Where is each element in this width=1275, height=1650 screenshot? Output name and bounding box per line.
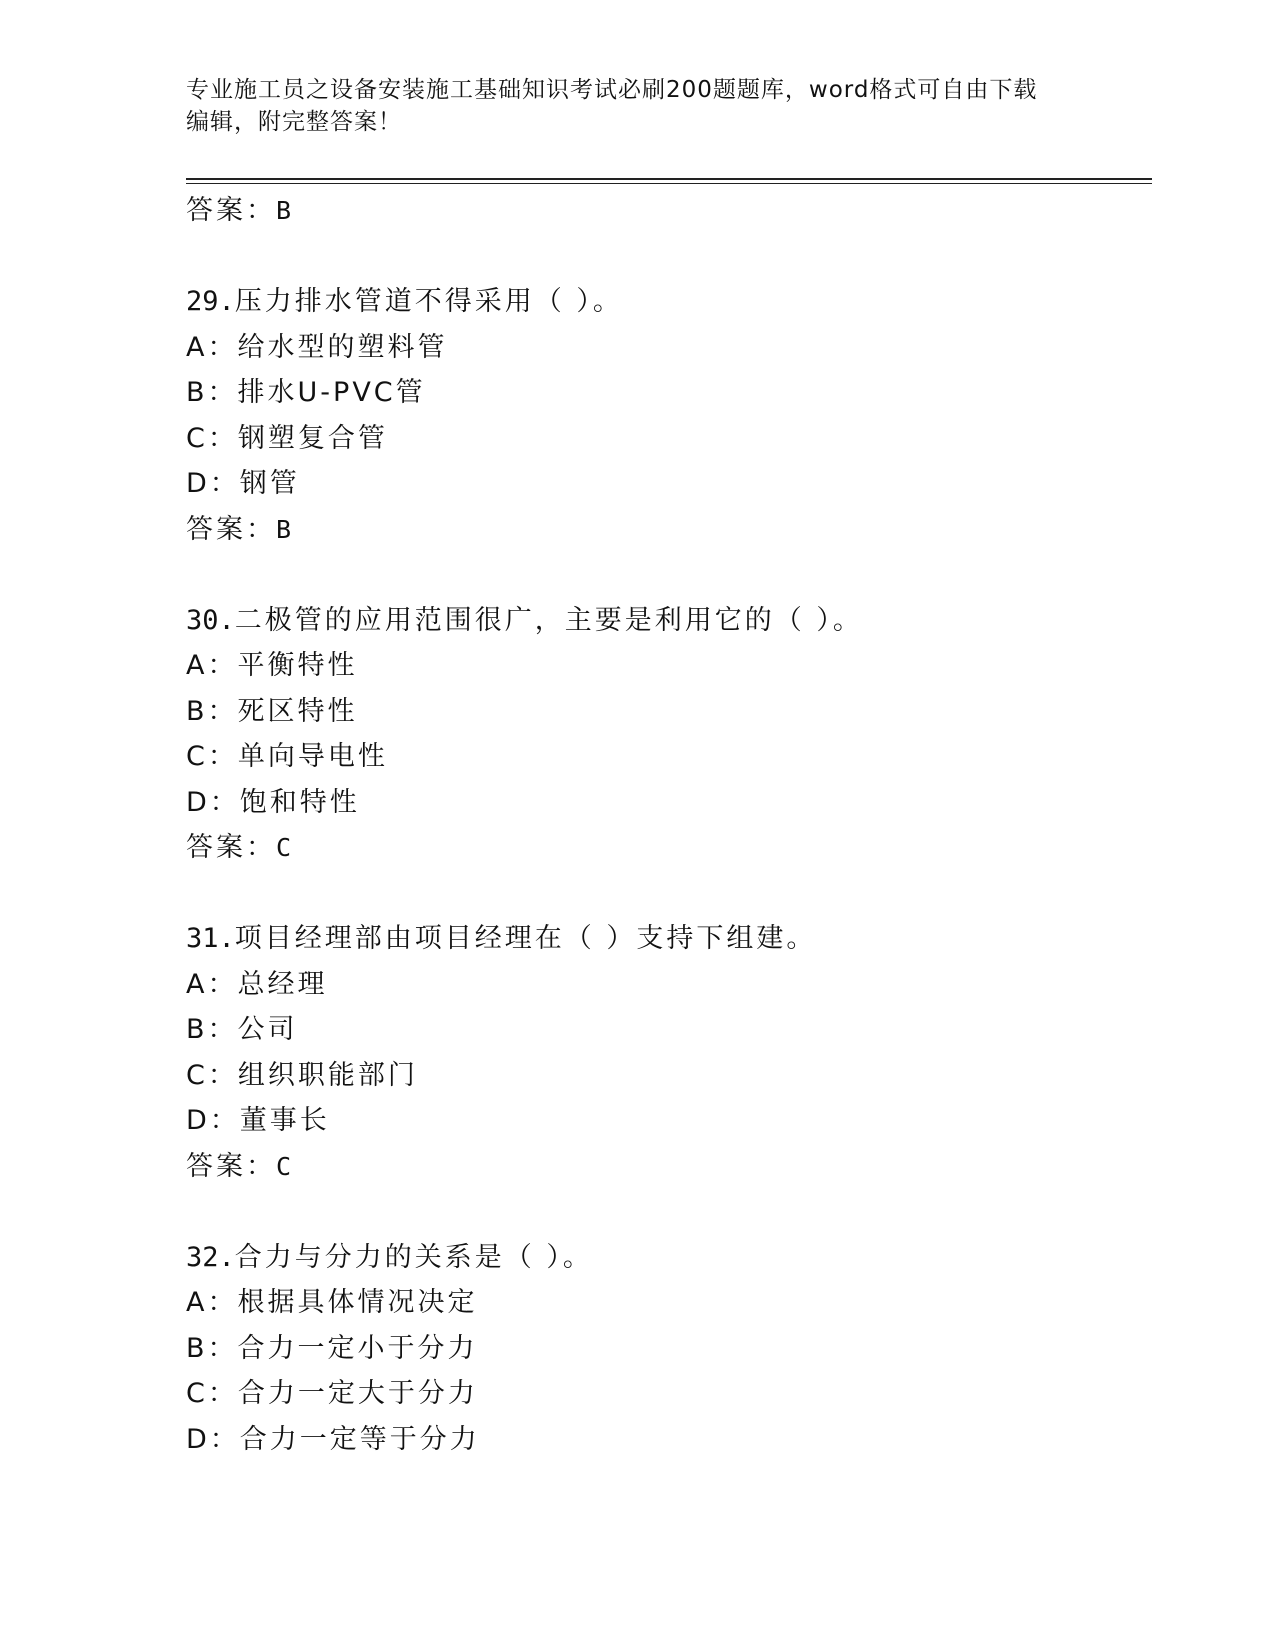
- answer-label: 答案：: [186, 513, 276, 545]
- option-key: C：: [186, 422, 238, 454]
- header-divider-thin: [186, 183, 1152, 184]
- option-text: 根据具体情况决定: [237, 1287, 478, 1318]
- header-title-line-1: 专业施工员之设备安装施工基础知识考试必刷200题题库，word格式可自由下载: [186, 77, 1038, 103]
- option-text: 死区特性: [237, 695, 358, 727]
- header-divider-thick: [186, 178, 1152, 180]
- option-key: A：: [186, 650, 238, 681]
- spacer: [186, 1189, 1146, 1235]
- question-stem: [186, 1235, 1146, 1281]
- answer-label: 答案：: [186, 195, 276, 226]
- option-key: C：: [186, 1059, 238, 1091]
- option-text: 单向导电性: [237, 741, 388, 772]
- spacer: [186, 234, 1146, 280]
- option-key: B：: [186, 1014, 238, 1045]
- option-key: A：: [186, 331, 238, 363]
- question-text: 合力与分力的关系是（ ）。: [234, 1241, 593, 1273]
- question-answer: [186, 507, 1146, 553]
- question-stem: [186, 916, 1146, 962]
- spacer: [186, 871, 1146, 917]
- option-text: 钢管: [239, 468, 300, 499]
- option-text: 合力一定等于分力: [239, 1423, 480, 1455]
- option-key: B：: [186, 695, 238, 727]
- option-b: [186, 1007, 1146, 1053]
- question-answer: [186, 1144, 1146, 1190]
- option-text: 合力一定大于分力: [237, 1378, 478, 1409]
- option-d: [186, 461, 1146, 507]
- option-key: C：: [186, 741, 238, 772]
- answer-value: C: [276, 1151, 295, 1181]
- option-c: [186, 1053, 1146, 1099]
- header-title-line-2: 编辑，附完整答案！: [186, 109, 402, 135]
- option-key: D：: [186, 468, 240, 499]
- option-d: [186, 1417, 1146, 1463]
- spacer: [186, 552, 1146, 598]
- question-text: 二极管的应用范围很广，主要是利用它的（ ）。: [234, 604, 863, 636]
- question-number: 29.: [186, 286, 235, 317]
- question-text: 项目经理部由项目经理在（ ）支持下组建。: [234, 923, 817, 954]
- option-a: [186, 962, 1146, 1008]
- option-key: B：: [186, 377, 238, 408]
- option-b: [186, 689, 1146, 735]
- question-block-32: [186, 1235, 1146, 1463]
- answer-value: B: [276, 196, 295, 225]
- option-d: [186, 780, 1146, 826]
- option-key: A：: [186, 968, 238, 1000]
- option-text: 排水U-PVC管: [237, 377, 426, 408]
- option-c: [186, 734, 1146, 780]
- option-text: 总经理: [237, 968, 328, 1000]
- question-number: 30.: [186, 604, 235, 636]
- option-text: 公司: [237, 1014, 298, 1045]
- question-block-29: [186, 279, 1146, 552]
- option-key: D：: [186, 786, 240, 818]
- option-text: 董事长: [239, 1105, 330, 1136]
- question-number: 32.: [186, 1241, 235, 1273]
- answer-value: B: [276, 514, 295, 544]
- question-stem: [186, 598, 1146, 644]
- option-text: 给水型的塑料管: [237, 331, 448, 363]
- option-a: [186, 325, 1146, 371]
- question-answer: [186, 825, 1146, 871]
- option-text: 钢塑复合管: [237, 422, 388, 454]
- question-list: [186, 188, 1146, 1462]
- question-block-30: [186, 598, 1146, 871]
- option-c: [186, 1371, 1146, 1417]
- option-key: D：: [186, 1105, 240, 1136]
- question-text: 压力排水管道不得采用（ ）。: [234, 286, 623, 317]
- answer-label: 答案：: [186, 832, 276, 863]
- option-a: [186, 1280, 1146, 1326]
- option-key: D：: [186, 1423, 240, 1455]
- option-a: [186, 643, 1146, 689]
- option-key: C：: [186, 1378, 238, 1409]
- option-text: 饱和特性: [239, 786, 360, 818]
- question-stem: [186, 279, 1146, 325]
- option-text: 组织职能部门: [237, 1059, 418, 1091]
- answer-value: C: [276, 833, 295, 862]
- option-b: [186, 1326, 1146, 1372]
- document-header: [186, 74, 1066, 138]
- option-text: 合力一定小于分力: [237, 1332, 478, 1364]
- option-c: [186, 416, 1146, 462]
- question-block-31: [186, 916, 1146, 1189]
- previous-answer: [186, 188, 1146, 234]
- option-b: [186, 370, 1146, 416]
- option-key: B：: [186, 1332, 238, 1364]
- question-number: 31.: [186, 923, 235, 954]
- option-d: [186, 1098, 1146, 1144]
- option-text: 平衡特性: [237, 650, 358, 681]
- answer-label: 答案：: [186, 1150, 276, 1182]
- option-key: A：: [186, 1287, 238, 1318]
